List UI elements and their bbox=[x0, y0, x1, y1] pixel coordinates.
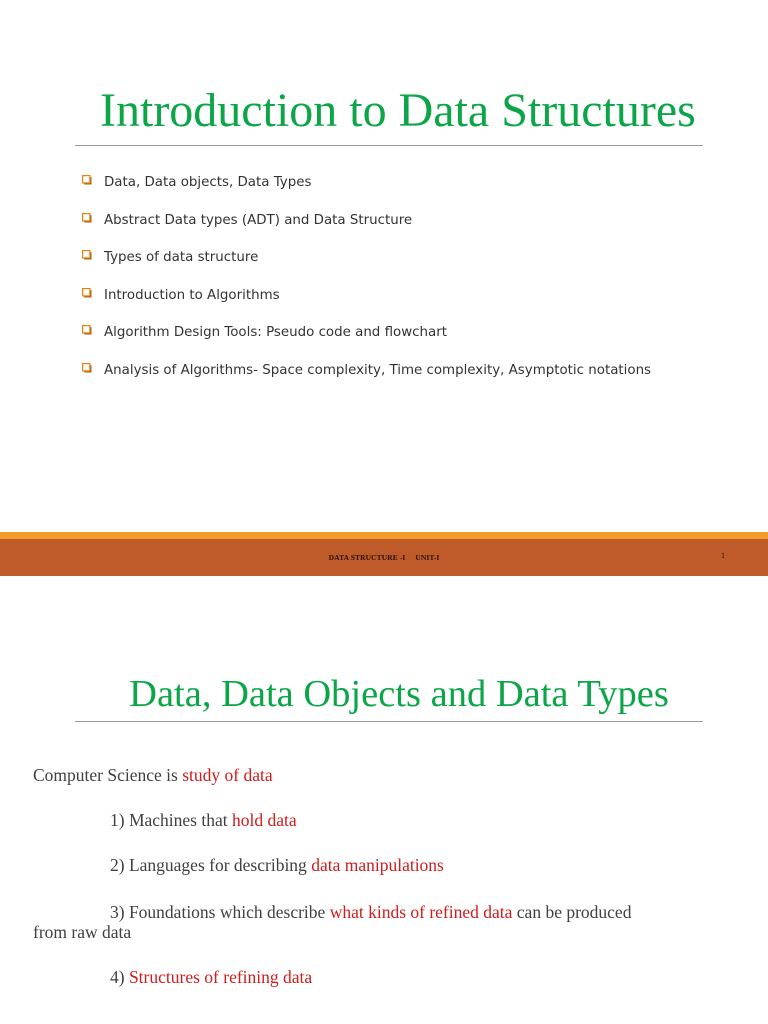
highlighted-text: data manipulations bbox=[311, 855, 444, 875]
list-item-text: Introduction to Algorithms bbox=[104, 287, 280, 303]
footer-label: DATA STRUCTURE -I UNIT-I bbox=[328, 553, 440, 562]
hollow-square-bullet-icon bbox=[82, 325, 92, 335]
footer-stripe bbox=[0, 532, 768, 539]
list-item bbox=[110, 902, 631, 922]
hollow-square-bullet-icon bbox=[82, 288, 92, 298]
list-item bbox=[80, 208, 651, 246]
point-text: 2) Languages for describing bbox=[110, 855, 312, 875]
highlighted-text: study of data bbox=[182, 765, 273, 785]
hollow-square-bullet-icon bbox=[82, 213, 92, 223]
list-item-text: Algorithm Design Tools: Pseudo code and flowchart bbox=[104, 325, 447, 341]
hollow-square-bullet-icon bbox=[82, 175, 92, 185]
list-item bbox=[110, 810, 297, 830]
topic-list bbox=[80, 170, 651, 396]
list-item-continuation: from raw data bbox=[33, 922, 132, 942]
highlighted-text: hold data bbox=[231, 810, 297, 830]
slide-2 bbox=[0, 576, 768, 1024]
intro-line bbox=[33, 765, 273, 785]
hollow-square-bullet-icon bbox=[82, 250, 92, 260]
list-item bbox=[110, 967, 312, 987]
highlighted-text: Structures of refining data bbox=[128, 967, 313, 987]
list-item-text: Types of data structure bbox=[104, 250, 259, 266]
title-divider bbox=[75, 145, 703, 146]
point-text: 1) Machines that bbox=[110, 810, 232, 830]
list-item bbox=[80, 170, 651, 208]
list-item bbox=[80, 245, 651, 283]
point-text: 3) Foundations which describe bbox=[110, 902, 330, 922]
list-item bbox=[80, 320, 651, 358]
highlighted-text: what kinds of refined data bbox=[329, 902, 513, 922]
list-item-text: Abstract Data types (ADT) and Data Structure bbox=[104, 212, 413, 228]
list-item-text: Data, Data objects, Data Types bbox=[104, 175, 312, 190]
intro-text: Computer Science is bbox=[33, 765, 183, 785]
slide-title: Introduction to Data Structures bbox=[100, 84, 696, 137]
list-item-text: Analysis of Algorithms- Space complexity, Time complexity, Asymptotic notations bbox=[104, 362, 652, 378]
list-item bbox=[110, 855, 444, 875]
list-item bbox=[80, 283, 651, 321]
point-text: 4) bbox=[110, 967, 129, 987]
slide-number: 1 bbox=[721, 551, 725, 560]
hollow-square-bullet-icon bbox=[82, 363, 92, 373]
slide-title: Data, Data Objects and Data Types bbox=[129, 673, 669, 715]
title-divider bbox=[75, 721, 703, 722]
point-text-suffix: can be produced bbox=[512, 902, 632, 922]
list-item bbox=[80, 358, 651, 396]
